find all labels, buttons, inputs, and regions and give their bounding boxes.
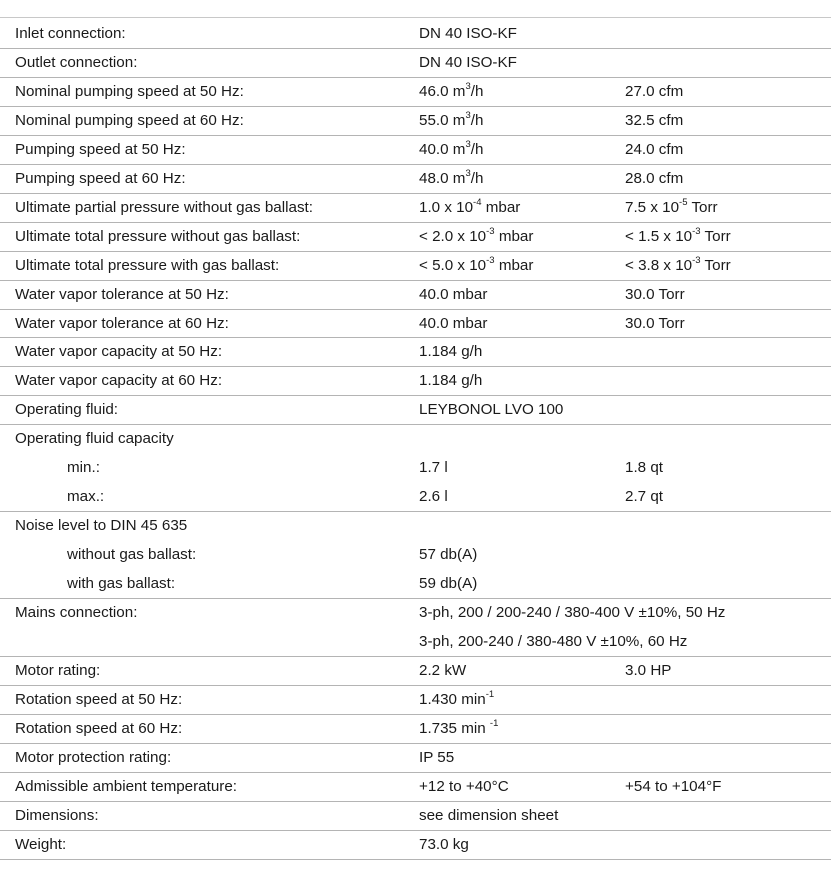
spec-metric-unit: /h [470, 141, 484, 158]
spec-metric [419, 169, 483, 189]
row-separator [0, 424, 831, 425]
spec-label: Nominal pumping speed at 50 Hz: [15, 83, 244, 100]
spec-label: Dimensions: [15, 807, 99, 824]
spec-imperial-value: 3.0 HP [625, 662, 672, 679]
spec-metric-unit: /h [470, 170, 484, 187]
spec-imperial-value: 32.5 cfm [625, 112, 684, 129]
row-separator [0, 801, 831, 802]
spec-imperial [625, 111, 683, 131]
spec-imperial [625, 82, 683, 102]
spec-imperial [625, 227, 731, 247]
spec-label: Rotation speed at 60 Hz: [15, 720, 183, 737]
spec-metric [419, 458, 448, 478]
spec-metric-value: 2.6 l [419, 488, 448, 505]
spec-imperial [625, 314, 685, 334]
spec-label: Admissible ambient temperature: [15, 778, 238, 795]
spec-label: Rotation speed at 50 Hz: [15, 691, 183, 708]
spec-label: without gas ballast: [67, 546, 197, 563]
spec-imperial-value: 28.0 cfm [625, 170, 684, 187]
row-separator [0, 135, 831, 136]
spec-metric [419, 574, 477, 594]
spec-imperial-value: 30.0 Torr [625, 315, 685, 332]
spec-metric-value: 3-ph, 200 / 200-240 / 380-400 V ±10%, 50 Hz [419, 604, 726, 621]
row-separator [0, 511, 831, 512]
spec-imperial-exponent: -3 [692, 255, 701, 266]
spec-label: Motor rating: [15, 662, 101, 679]
spec-metric-value: < 5.0 x 10 [419, 257, 487, 274]
spec-metric [419, 285, 487, 305]
row-separator [0, 309, 831, 310]
row-separator [0, 222, 831, 223]
spec-label: Water vapor capacity at 60 Hz: [15, 372, 223, 389]
row-separator [0, 743, 831, 744]
row-separator [0, 859, 831, 860]
spec-imperial-value: 30.0 Torr [625, 286, 685, 303]
spec-label: min.: [67, 459, 100, 476]
spec-metric-value: DN 40 ISO-KF [419, 25, 517, 42]
spec-imperial [625, 256, 731, 276]
row-separator [0, 395, 831, 396]
spec-metric-exponent: -1 [489, 718, 499, 729]
spec-label: Outlet connection: [15, 54, 138, 71]
spec-imperial-exponent: -3 [692, 226, 701, 237]
spec-metric-unit: mbar [494, 228, 534, 245]
spec-imperial [625, 198, 718, 218]
spec-metric-exponent: -1 [485, 689, 495, 700]
spec-label: Ultimate total pressure with gas ballast: [15, 257, 280, 274]
row-separator [0, 714, 831, 715]
spec-metric-value: 46.0 m [419, 83, 466, 100]
spec-metric [419, 24, 517, 44]
row-separator [0, 598, 831, 599]
spec-metric [419, 53, 517, 73]
spec-imperial [625, 285, 685, 305]
spec-label: Operating fluid capacity [15, 430, 174, 447]
spec-imperial-value: < 1.5 x 10 [625, 228, 693, 245]
spec-metric [419, 632, 687, 652]
spec-metric-exponent: -3 [486, 255, 495, 266]
spec-label: Motor protection rating: [15, 749, 172, 766]
spec-imperial [625, 169, 683, 189]
spec-imperial [625, 777, 721, 797]
row-separator [0, 280, 831, 281]
spec-metric [419, 314, 487, 334]
row-separator [0, 193, 831, 194]
spec-metric-value: 40.0 mbar [419, 315, 488, 332]
spec-label: Pumping speed at 50 Hz: [15, 141, 186, 158]
spec-imperial-value: +54 to +104°F [625, 778, 722, 795]
spec-imperial [625, 140, 683, 160]
spec-label: Pumping speed at 60 Hz: [15, 170, 186, 187]
spec-metric [419, 661, 466, 681]
spec-label: with gas ballast: [67, 575, 176, 592]
spec-metric-value: LEYBONOL LVO 100 [419, 401, 564, 418]
spec-label: Ultimate total pressure without gas ballast: [15, 228, 301, 245]
spec-metric-value: 3-ph, 200-240 / 380-480 V ±10%, 60 Hz [419, 633, 688, 650]
spec-metric-value: 48.0 m [419, 170, 466, 187]
spec-imperial-value: < 3.8 x 10 [625, 257, 693, 274]
spec-metric-unit: /h [470, 83, 484, 100]
spec-imperial [625, 458, 663, 478]
spec-metric-exponent: 3 [465, 110, 471, 121]
spec-metric-value: 40.0 mbar [419, 286, 488, 303]
spec-metric [419, 835, 469, 855]
spec-label: Nominal pumping speed at 60 Hz: [15, 112, 244, 129]
spec-metric [419, 256, 533, 276]
row-separator [0, 366, 831, 367]
spec-metric-value: 1.184 g/h [419, 372, 483, 389]
spec-metric-value: 1.0 x 10 [419, 199, 474, 216]
row-separator [0, 772, 831, 773]
spec-imperial [625, 487, 663, 507]
spec-metric [419, 111, 483, 131]
spec-metric-unit: /h [470, 112, 484, 129]
spec-imperial-unit: Torr [700, 228, 731, 245]
spec-label: Water vapor capacity at 50 Hz: [15, 343, 223, 360]
spec-metric [419, 227, 533, 247]
table-top-rule [0, 17, 831, 18]
row-separator [0, 685, 831, 686]
spec-metric [419, 806, 558, 826]
spec-metric-value: 57 db(A) [419, 546, 478, 563]
spec-metric [419, 719, 498, 739]
spec-metric-exponent: -4 [473, 197, 482, 208]
spec-imperial-unit: Torr [700, 257, 731, 274]
spec-label: Water vapor tolerance at 50 Hz: [15, 286, 229, 303]
row-separator [0, 164, 831, 165]
spec-label: Inlet connection: [15, 25, 126, 42]
row-separator [0, 656, 831, 657]
spec-metric-value: 1.184 g/h [419, 343, 483, 360]
row-separator [0, 106, 831, 107]
spec-label: max.: [67, 488, 105, 505]
spec-metric-value: 59 db(A) [419, 575, 478, 592]
spec-metric-value: see dimension sheet [419, 807, 559, 824]
spec-label: Water vapor tolerance at 60 Hz: [15, 315, 229, 332]
spec-metric-value: 55.0 m [419, 112, 466, 129]
spec-imperial-value: 27.0 cfm [625, 83, 684, 100]
spec-imperial-value: 7.5 x 10 [625, 199, 680, 216]
row-separator [0, 830, 831, 831]
spec-label: Mains connection: [15, 604, 138, 621]
spec-metric-unit: mbar [481, 199, 521, 216]
spec-metric [419, 82, 483, 102]
spec-imperial [625, 661, 671, 681]
spec-metric-value: +12 to +40°C [419, 778, 509, 795]
spec-label: Weight: [15, 836, 67, 853]
spec-metric-value: IP 55 [419, 749, 455, 766]
spec-label: Ultimate partial pressure without gas ballast: [15, 199, 313, 216]
spec-metric-exponent: 3 [465, 139, 471, 150]
spec-metric [419, 371, 482, 391]
spec-metric [419, 690, 494, 710]
spec-metric-unit: mbar [494, 257, 534, 274]
row-separator [0, 251, 831, 252]
spec-metric-value: < 2.0 x 10 [419, 228, 487, 245]
spec-metric [419, 545, 477, 565]
spec-label: Operating fluid: [15, 401, 118, 418]
row-separator [0, 77, 831, 78]
spec-metric [419, 400, 563, 420]
spec-metric [419, 603, 725, 623]
spec-metric-value: 1.430 min [419, 691, 486, 708]
spec-metric [419, 198, 520, 218]
spec-metric [419, 487, 448, 507]
spec-imperial-unit: Torr [687, 199, 718, 216]
row-separator [0, 337, 831, 338]
spec-metric [419, 342, 482, 362]
spec-metric [419, 777, 509, 797]
spec-metric-value: 40.0 m [419, 141, 466, 158]
spec-label: Noise level to DIN 45 635 [15, 517, 188, 534]
spec-imperial-exponent: -5 [679, 197, 688, 208]
spec-metric [419, 748, 454, 768]
spec-imperial-value: 24.0 cfm [625, 141, 684, 158]
spec-imperial-value: 2.7 qt [625, 488, 663, 505]
spec-metric-value: 1.735 min [419, 720, 490, 737]
spec-imperial-value: 1.8 qt [625, 459, 663, 476]
spec-metric-exponent: -3 [486, 226, 495, 237]
spec-metric-value: 73.0 kg [419, 836, 469, 853]
spec-metric-value: 1.7 l [419, 459, 448, 476]
spec-metric-exponent: 3 [465, 168, 471, 179]
spec-metric [419, 140, 483, 160]
row-separator [0, 48, 831, 49]
spec-metric-value: 2.2 kW [419, 662, 467, 679]
spec-metric-value: DN 40 ISO-KF [419, 54, 517, 71]
spec-metric-exponent: 3 [465, 81, 471, 92]
